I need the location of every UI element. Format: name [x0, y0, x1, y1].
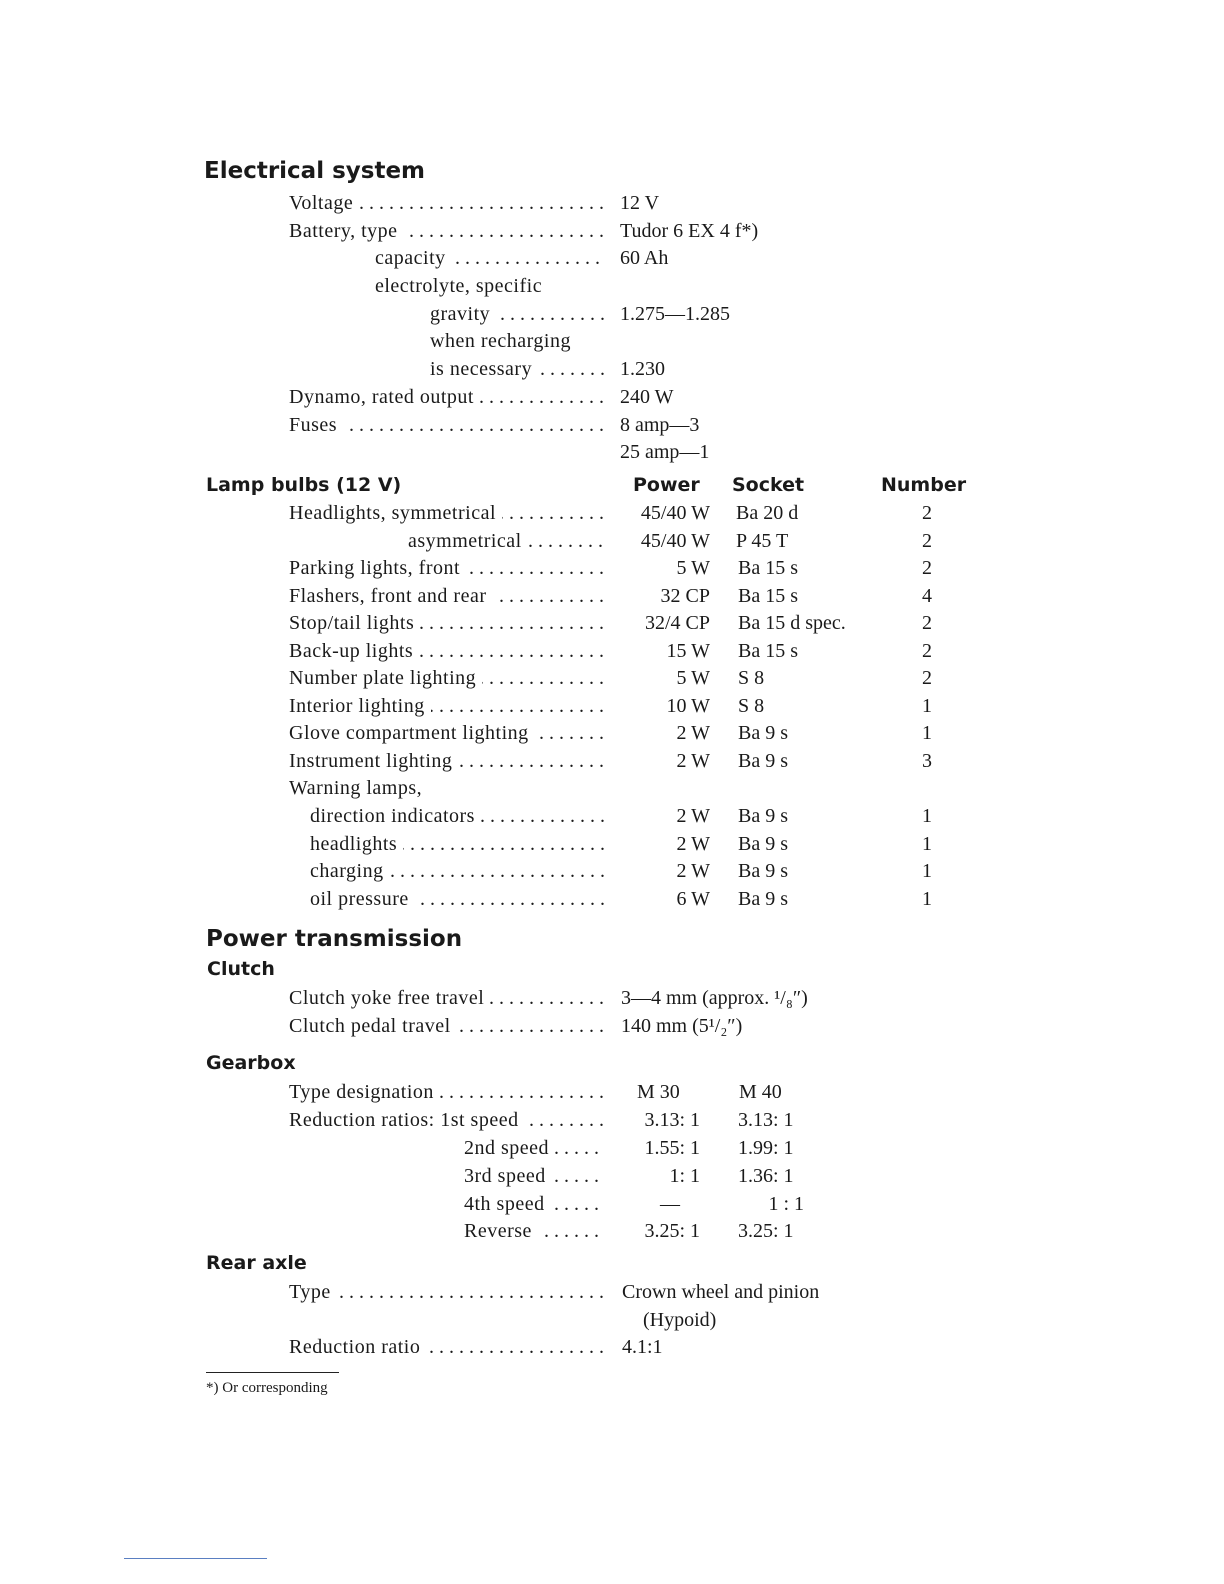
lamp-socket: Ba 15 s: [738, 585, 798, 607]
lamp-label: Interior lighting . . .: [289, 692, 605, 720]
lamp-number: 2: [922, 667, 932, 689]
lamp-socket: Ba 9 s: [738, 805, 788, 827]
lamp-label: Flashers, front and rear . . .: [289, 582, 605, 610]
lamp-row: [0, 527, 1224, 555]
lamp-power: 2 W: [676, 750, 710, 772]
lamp-row: [0, 774, 1224, 802]
lamp-power: 32/4 CP: [644, 612, 710, 634]
lamp-power: 2 W: [676, 722, 710, 744]
section-title-electrical: Electrical system: [204, 158, 426, 184]
lamp-number: 2: [922, 612, 932, 634]
gearbox-m30: 1.55: 1: [644, 1137, 700, 1159]
lamp-socket: Ba 9 s: [738, 750, 788, 772]
spec-value: 240 W: [620, 386, 674, 408]
lamp-number: 1: [922, 888, 932, 910]
spec-value: 12 V: [620, 192, 660, 214]
lamp-label: Warning lamps,: [289, 774, 605, 802]
lamp-power: 10 W: [666, 695, 710, 717]
lamp-row: [0, 885, 1224, 913]
lamp-number: 2: [922, 557, 932, 579]
gearbox-m40: 3.13: 1: [738, 1109, 794, 1131]
gearbox-m30: 1: 1: [669, 1165, 700, 1187]
column-header-power: Power: [633, 474, 700, 496]
gearbox-m40: 1.36: 1: [738, 1165, 794, 1187]
lamp-label: oil pressure . . .: [310, 885, 605, 913]
lamp-number: 4: [922, 585, 932, 607]
spec-value: Tudor 6 EX 4 f*): [620, 220, 759, 242]
lamp-power: 5 W: [676, 667, 710, 689]
lamp-row: [0, 857, 1224, 885]
lamp-socket: Ba 15 s: [738, 557, 798, 579]
lamp-power: 45/40 W: [640, 502, 710, 524]
lamp-label: Stop/tail lights . . .: [289, 609, 605, 637]
lamp-row: [0, 802, 1224, 830]
lamp-row: [0, 554, 1224, 582]
lamp-socket: Ba 20 d: [736, 502, 799, 524]
spec-row: [0, 1278, 1224, 1306]
spec-label: 2nd speed . . .: [464, 1134, 605, 1162]
spec-label: is necessary . . .: [430, 355, 605, 383]
lamp-socket: Ba 9 s: [738, 722, 788, 744]
lamp-socket: S 8: [738, 667, 765, 689]
lamp-number: 1: [922, 833, 932, 855]
subsection-title-rear-axle: Rear axle: [206, 1252, 307, 1274]
gearbox-m30: —: [660, 1193, 680, 1215]
lamp-label: charging . . .: [310, 857, 605, 885]
spec-label: Dynamo, rated output . . .: [289, 383, 605, 411]
spec-label: capacity . . .: [375, 244, 605, 272]
gearbox-m30: M 30: [637, 1081, 680, 1103]
lamp-power: 2 W: [676, 833, 710, 855]
lamp-number: 1: [922, 695, 932, 717]
spec-label: Type designation . . .: [289, 1078, 605, 1106]
gearbox-m30: 3.13: 1: [644, 1109, 700, 1131]
lamp-power: 2 W: [676, 860, 710, 882]
spec-row: [0, 411, 1224, 439]
spec-value: (Hypoid): [643, 1309, 717, 1331]
spec-label: Reduction ratio . . .: [289, 1333, 605, 1361]
spec-row: [0, 217, 1224, 245]
lamp-number: 1: [922, 805, 932, 827]
gearbox-m40: 1 : 1: [768, 1193, 804, 1215]
lamp-socket: Ba 15 d spec.: [738, 612, 846, 634]
gearbox-row: [0, 1106, 1224, 1134]
spec-label: Reverse . . .: [464, 1217, 605, 1245]
section-title-lamp-bulbs: Lamp bulbs (12 V): [206, 474, 402, 496]
gearbox-row: [0, 1190, 1224, 1218]
spec-row: [0, 244, 1224, 272]
spec-value: 60 Ah: [620, 247, 669, 269]
lamp-number: 1: [922, 722, 932, 744]
spec-row: [0, 1333, 1224, 1361]
lamp-row: [0, 664, 1224, 692]
footnote-divider: [206, 1372, 339, 1373]
lamp-number: 1: [922, 860, 932, 882]
gearbox-m40: 1.99: 1: [738, 1137, 794, 1159]
lamp-socket: Ba 9 s: [738, 888, 788, 910]
spec-label: electrolyte, specific: [375, 272, 605, 300]
gearbox-m40: 3.25: 1: [738, 1220, 794, 1242]
lamp-row: [0, 719, 1224, 747]
spec-row: [0, 438, 1224, 466]
lamp-row: [0, 830, 1224, 858]
spec-value: 3—4 mm (approx. ¹/₈″): [621, 987, 808, 1009]
spec-row: [0, 272, 1224, 300]
spec-row: [0, 1012, 1224, 1040]
gearbox-row: [0, 1217, 1224, 1245]
section-title-power-transmission: Power transmission: [206, 926, 463, 952]
gearbox-m30: 3.25: 1: [644, 1220, 700, 1242]
lamp-label: headlights . . .: [310, 830, 605, 858]
lamp-row: [0, 692, 1224, 720]
spec-value: 1.275—1.285: [620, 303, 730, 325]
spec-value: 25 amp—1: [620, 441, 710, 463]
lamp-socket: Ba 15 s: [738, 640, 798, 662]
lamp-power: 2 W: [676, 805, 710, 827]
spec-row: [0, 1306, 1224, 1334]
column-header-number: Number: [881, 474, 967, 496]
lamp-label: asymmetrical . . .: [408, 527, 605, 555]
gearbox-row: [0, 1162, 1224, 1190]
spec-label: Clutch yoke free travel . . .: [289, 984, 605, 1012]
lamp-label: Number plate lighting . . .: [289, 664, 605, 692]
spec-row: [0, 300, 1224, 328]
lamp-label: Back-up lights . . .: [289, 637, 605, 665]
lamp-row: [0, 609, 1224, 637]
lamp-socket: S 8: [738, 695, 765, 717]
gearbox-row: [0, 1078, 1224, 1106]
lamp-power: 32 CP: [660, 585, 710, 607]
spec-label: Battery, type . . .: [289, 217, 605, 245]
spec-row: [0, 984, 1224, 1012]
lamp-power: 5 W: [676, 557, 710, 579]
lamp-number: 2: [922, 502, 932, 524]
spec-value: 8 amp—3: [620, 414, 700, 436]
spec-label: Voltage . . .: [289, 189, 605, 217]
lamp-power: 6 W: [676, 888, 710, 910]
lamp-row: [0, 499, 1224, 527]
spec-label: 4th speed . . .: [464, 1190, 605, 1218]
gearbox-m40: M 40: [739, 1081, 782, 1103]
spec-label: Type . . .: [289, 1278, 605, 1306]
spec-label: Fuses . . .: [289, 411, 605, 439]
lamp-socket: P 45 T: [736, 530, 789, 552]
spec-row: [0, 355, 1224, 383]
spec-row: [0, 189, 1224, 217]
lamp-number: 2: [922, 530, 932, 552]
lamp-socket: Ba 9 s: [738, 833, 788, 855]
lamp-label: direction indicators . . .: [310, 802, 605, 830]
subsection-title-gearbox: Gearbox: [206, 1052, 296, 1074]
lamp-power: 45/40 W: [640, 530, 710, 552]
spec-label: when recharging: [430, 327, 605, 355]
spec-row: [0, 383, 1224, 411]
spec-label: gravity . . .: [430, 300, 605, 328]
lamp-number: 2: [922, 640, 932, 662]
spec-value: 140 mm (5¹/₂″): [621, 1015, 743, 1037]
lamp-label: Headlights, symmetrical . . .: [289, 499, 605, 527]
lamp-label: Instrument lighting . . .: [289, 747, 605, 775]
lamp-row: [0, 582, 1224, 610]
lamp-socket: Ba 9 s: [738, 860, 788, 882]
gearbox-row: [0, 1134, 1224, 1162]
lamp-row: [0, 637, 1224, 665]
lamp-power: 15 W: [666, 640, 710, 662]
spec-value: 1.230: [620, 358, 665, 380]
spec-value: Crown wheel and pinion: [622, 1281, 820, 1303]
page-bottom-line: [124, 1558, 267, 1559]
spec-label: 3rd speed . . .: [464, 1162, 605, 1190]
spec-value: 4.1:1: [622, 1336, 663, 1358]
lamp-row: [0, 747, 1224, 775]
lamp-label: Parking lights, front . . .: [289, 554, 605, 582]
lamp-number: 3: [922, 750, 932, 772]
footnote: *) Or corresponding: [206, 1380, 328, 1396]
subsection-title-clutch: Clutch: [207, 958, 275, 980]
spec-label: Clutch pedal travel . . .: [289, 1012, 605, 1040]
spec-label: Reduction ratios: 1st speed . . .: [289, 1106, 605, 1134]
spec-row: [0, 327, 1224, 355]
lamp-label: Glove compartment lighting . . .: [289, 719, 605, 747]
column-header-socket: Socket: [732, 474, 805, 496]
